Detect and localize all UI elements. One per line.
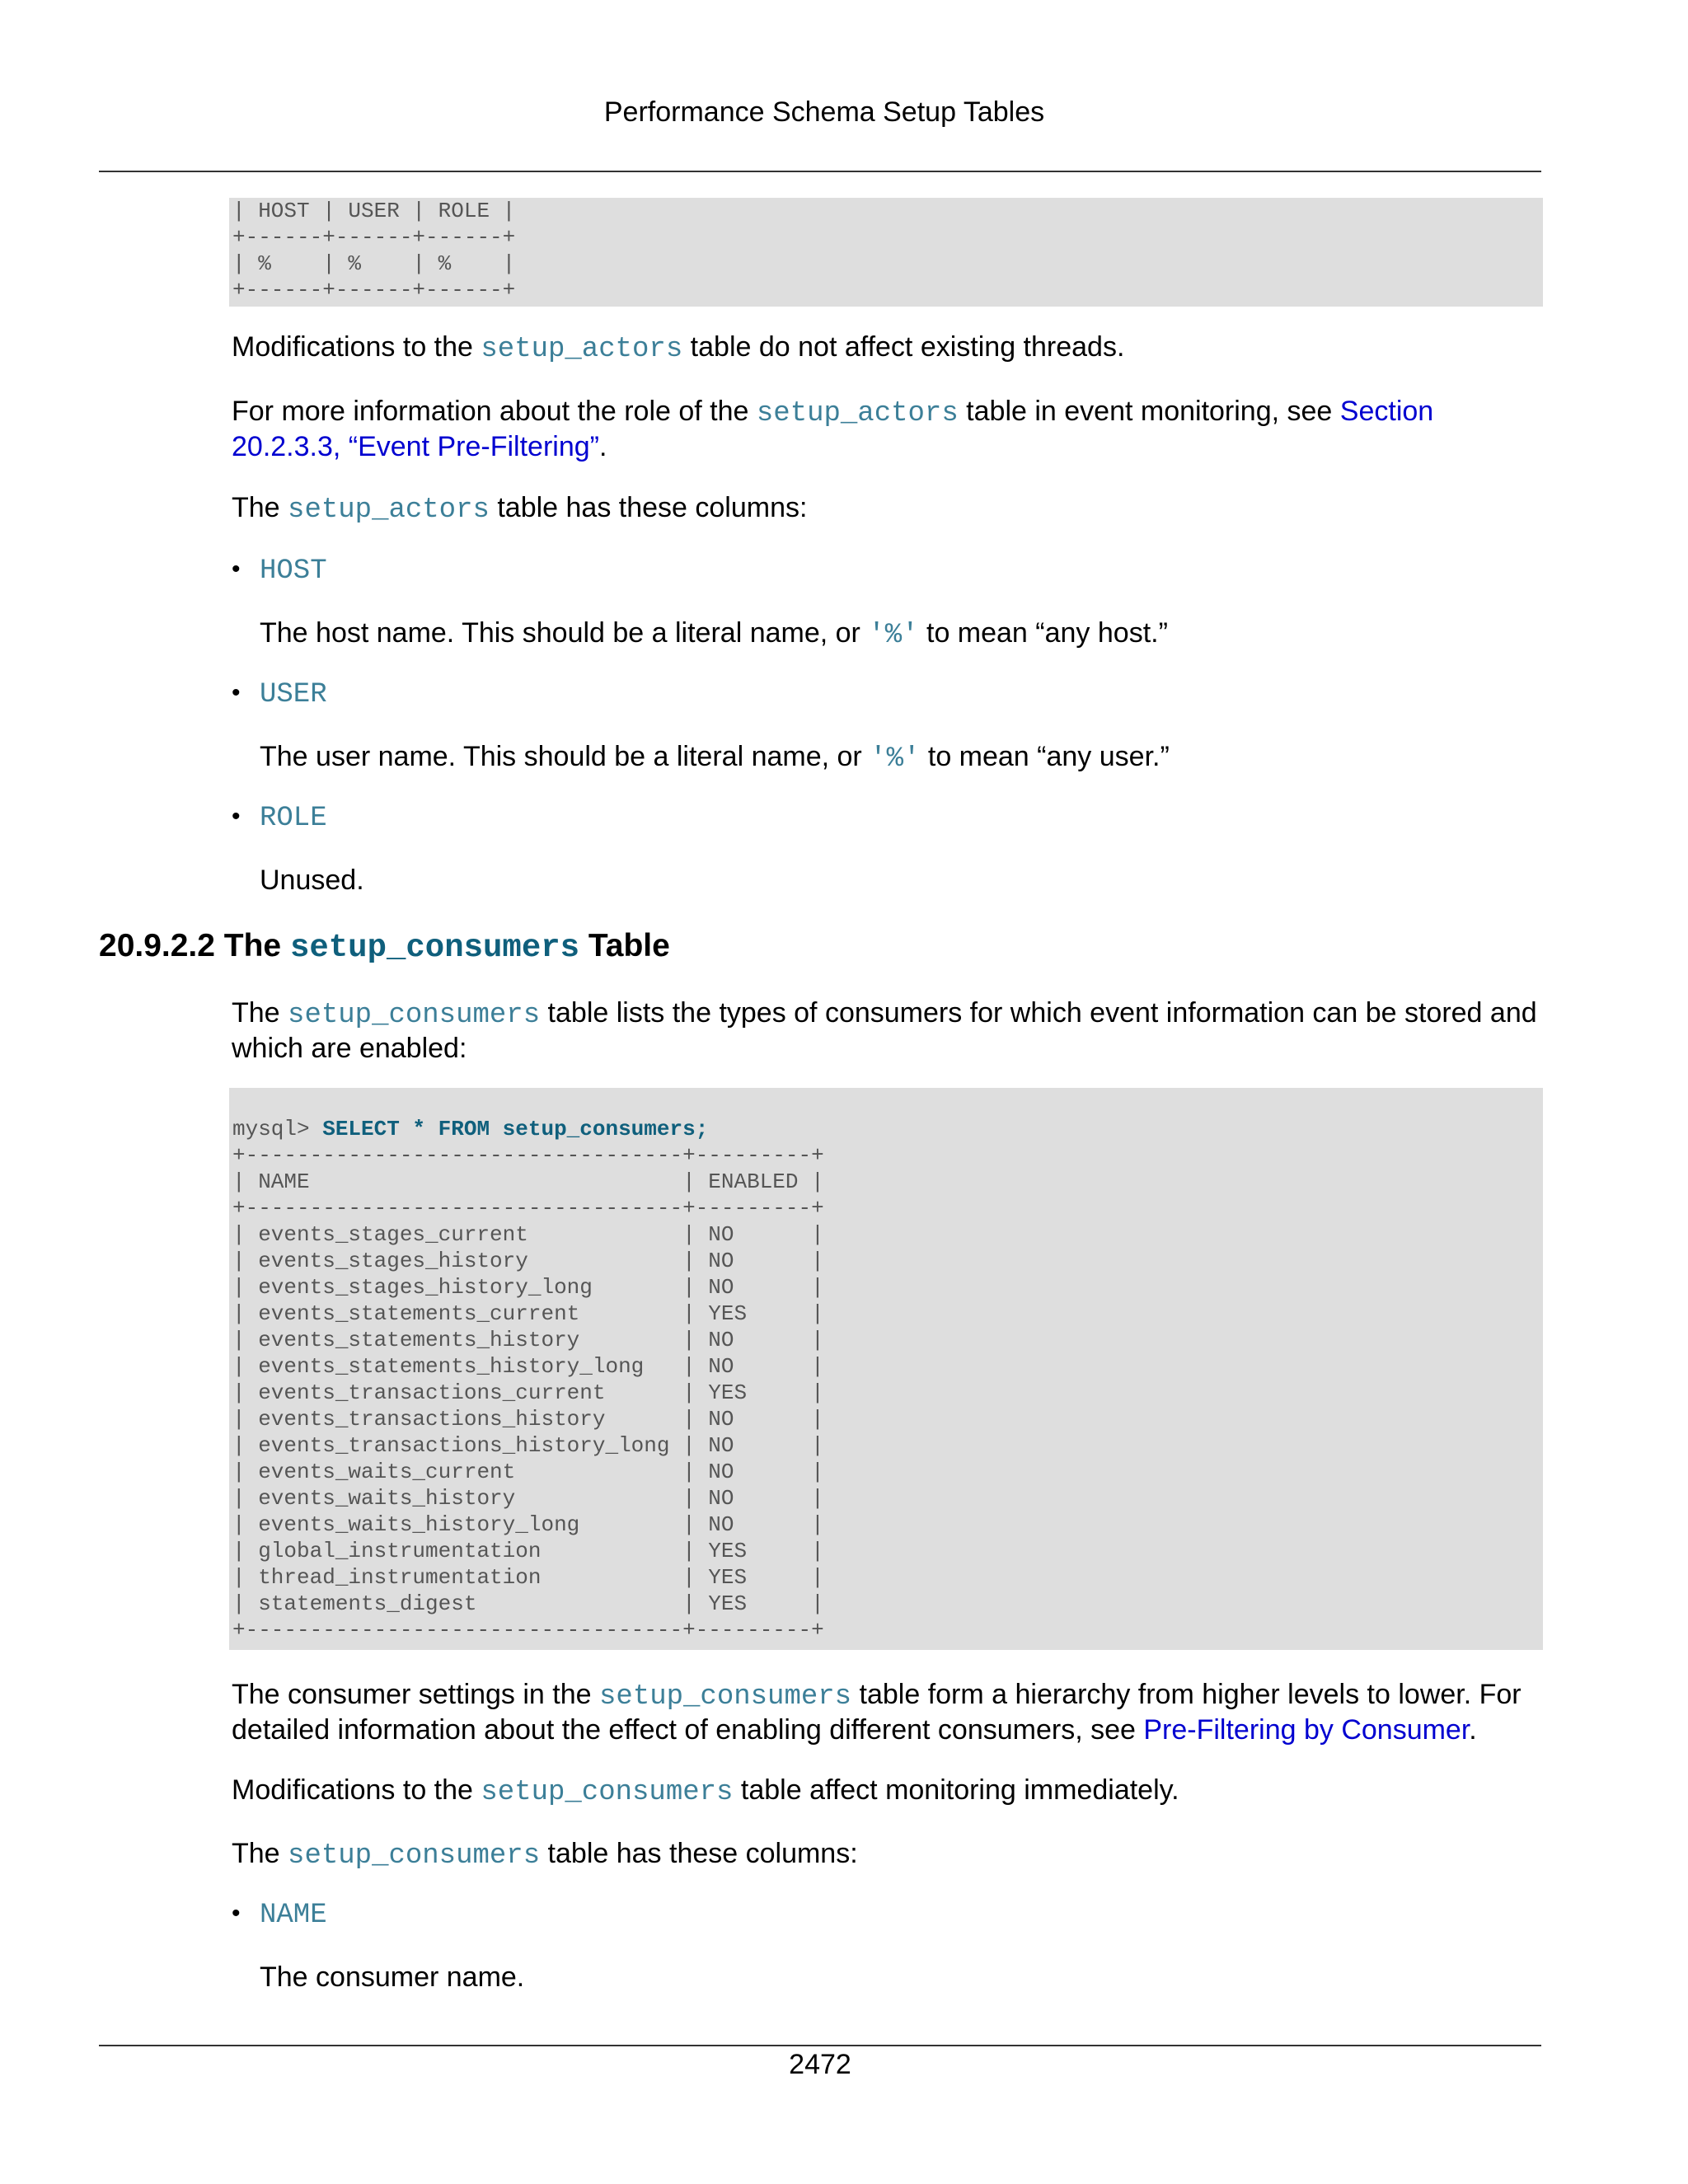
column-term-role: ROLE	[260, 803, 327, 834]
column-term-user: USER	[260, 679, 327, 710]
bullet-icon: •	[232, 1900, 241, 1927]
column-term-host: HOST	[260, 555, 327, 587]
section-heading: 20.9.2.2 The setup_consumers Table	[99, 928, 670, 966]
running-header: Performance Schema Setup Tables	[603, 96, 1045, 128]
page-number: 2472	[789, 2049, 851, 2080]
inline-code: setup_actors	[288, 494, 490, 526]
inline-code: setup_actors	[756, 398, 959, 429]
column-term-name: NAME	[260, 1900, 327, 1931]
inline-code: '%'	[870, 743, 921, 775]
paragraph-hierarchy: The consumer settings in the setup_consumers table form a hierarchy from higher levels to lower. For detailed information about the effect of enabling different consumers, see Pre-Filtering by Consumer.	[232, 1679, 1522, 1746]
column-desc-role: Unused.	[260, 865, 364, 896]
mysql-prompt: mysql>	[232, 1117, 323, 1141]
bullet-icon: •	[232, 803, 241, 830]
column-desc-name: The consumer name.	[260, 1961, 525, 1993]
bullet-icon: •	[232, 555, 241, 583]
inline-code: setup_consumers	[288, 1000, 541, 1031]
column-desc-host: The host name. This should be a literal name, or '%' to mean “any host.”	[260, 617, 1168, 651]
sql-command: SELECT * FROM setup_consumers;	[322, 1117, 709, 1141]
paragraph-consumers-columns: The setup_consumers table has these columns:	[232, 1838, 858, 1872]
paragraph-consumers-intro: The setup_consumers table lists the types of consumers for which event information can be stored and which are enabled:	[232, 997, 1537, 1064]
bullet-icon: •	[232, 679, 241, 706]
inline-code: setup_consumers	[599, 1681, 852, 1713]
heading-code: setup_consumers	[289, 930, 580, 966]
inline-code: '%'	[868, 620, 919, 651]
result-table: +----------------------------------+---------+ | NAME | ENABLED | +----------------------------------+---------+ | events_stages_current | NO | | events_stages_history | NO | | events_stages_history_long | NO | | events_statements_current | YES | | events_statements_history | NO | | events_statements_history_long | NO | | events_transactions_current | YES | | events_transactions_history | NO | | events_transactions_history_long | NO | | events_waits_current | NO | | events_waits_history | NO | | events_waits_history_long | NO | | global_instrumentation | YES | | thread_instrumentation | YES | | statements_digest | YES | +----------------------------------+---------+	[232, 1143, 824, 1643]
paragraph-more-info: For more information about the role of the setup_actors table in event monitoring, see Section 20.2.3.3, “Event Pre-Filtering”.	[232, 396, 1434, 462]
inline-code: setup_actors	[481, 334, 683, 365]
footer-rule	[99, 2045, 1541, 2046]
paragraph-modifications-consumers: Modifications to the setup_consumers table affect monitoring immediately.	[232, 1774, 1179, 1808]
code-block-consumers-query	[229, 1088, 1543, 1650]
prefiltering-link[interactable]: Pre-Filtering by Consumer	[1143, 1714, 1470, 1746]
section-link[interactable]: Section 20.2.3.3, “Event Pre-Filtering”	[232, 396, 1434, 462]
column-desc-user: The user name. This should be a literal name, or '%' to mean “any user.”	[260, 741, 1170, 775]
code-block-actors-table: | HOST | USER | ROLE | +------+------+------+ | % | % | % | +------+------+------+	[229, 198, 1543, 307]
paragraph-actors-columns: The setup_actors table has these columns:	[232, 492, 808, 526]
header-rule	[99, 171, 1541, 172]
inline-code: setup_consumers	[288, 1840, 541, 1872]
inline-code: setup_consumers	[481, 1777, 734, 1808]
paragraph-modifications-actors: Modifications to the setup_actors table do not affect existing threads.	[232, 331, 1125, 365]
